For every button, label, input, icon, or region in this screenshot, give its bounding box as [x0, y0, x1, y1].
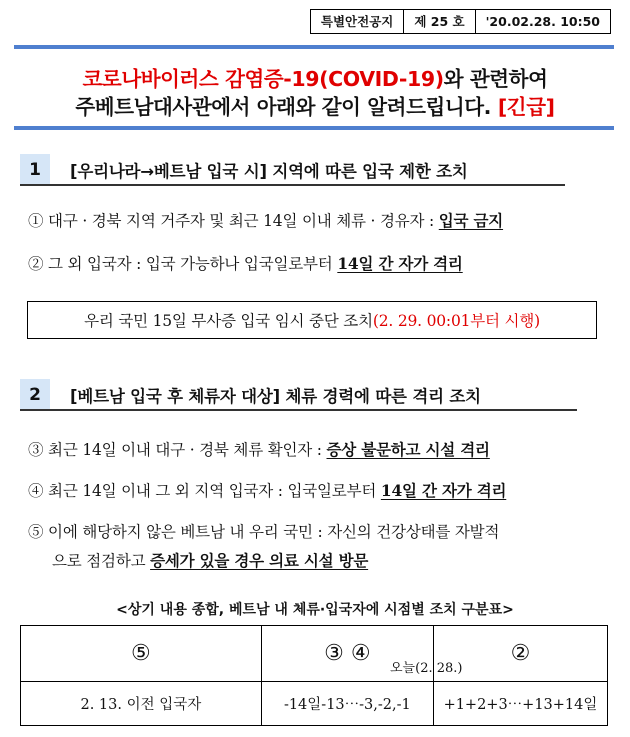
item-text: 이에 해당하지 않은 베트남 내 우리 국민 : 자신의 건강상태를 자발적: [48, 523, 500, 541]
item-emphasis: 14일 간 자가 격리: [337, 254, 463, 273]
section-2-title: [베트남 입국 후 체류자 대상] 체류 경력에 따른 격리 조치: [70, 387, 481, 406]
item-text: 대구 · 경북 지역 거주자 및 최근 14일 이내 체류 · 경유자 :: [48, 212, 439, 230]
header-cell-2: ②: [433, 626, 607, 682]
item-emphasis: 증세가 있을 경우 의료 시설 방문: [150, 551, 369, 570]
top-rule: [14, 45, 614, 49]
notice-type: 특별안전공지: [310, 9, 404, 34]
item-5-continued: [52, 549, 368, 571]
item-marker: ①: [28, 212, 44, 230]
section-2-underline: [20, 409, 577, 411]
today-marker: 오늘(2. 28.): [390, 661, 463, 676]
measures-table: [20, 625, 608, 726]
item-3: [28, 438, 490, 460]
title-line-2: [0, 90, 630, 120]
item-1: [28, 209, 503, 231]
section-2-header: [20, 379, 481, 411]
item-marker: ⑤: [28, 523, 44, 541]
notice-text: 우리 국민 15일 무사증 입국 임시 중단 조치: [84, 312, 373, 330]
item-emphasis: 입국 금지: [438, 211, 504, 230]
issue-number: 제 25 호: [404, 9, 475, 34]
item-2: [28, 252, 463, 274]
header-cell-3-4: ③ ④: [261, 626, 433, 682]
title-line1-suffix: 와 관련하여: [443, 67, 548, 91]
notice-header: [310, 9, 611, 34]
item-text: 그 외 입국자 : 입국 가능하나 입국일로부터: [48, 255, 338, 273]
section-1-number: 1: [20, 154, 50, 186]
table-row-before-days: -14일-13⋯-3,-2,-1: [261, 682, 433, 726]
section-2-number: 2: [20, 379, 50, 411]
table-caption: <상기 내용 종합, 베트남 내 체류·입국자에 시점별 조치 구분표>: [116, 602, 514, 618]
notice-effective-date: (2. 29. 00:01부터 시행): [372, 312, 540, 330]
item-marker: ④: [28, 482, 44, 500]
item-emphasis: 14일 간 자가 격리: [380, 481, 507, 500]
item-4: [28, 479, 506, 501]
bottom-rule: [14, 126, 614, 130]
item-marker: ②: [28, 255, 44, 273]
section-1-header: [20, 154, 468, 186]
item-text: 최근 14일 이내 그 외 지역 입국자 : 입국일로부터: [48, 482, 381, 500]
section-1-title: [우리나라→베트남 입국 시] 지역에 따른 입국 제한 조치: [70, 162, 468, 181]
visa-suspension-notice: [27, 301, 597, 339]
item-text-cont: 으로 점검하고: [52, 552, 151, 570]
item-emphasis: 증상 불문하고 시설 격리: [326, 440, 490, 459]
issue-datetime: '20.02.28. 10:50: [476, 9, 611, 34]
item-text: 최근 14일 이내 대구 · 경북 체류 확인자 :: [48, 441, 327, 459]
table-row-label: 2. 13. 이전 입국자: [21, 682, 262, 726]
title-line2-text: 주베트남대사관에서 아래와 같이 알려드립니다.: [75, 95, 492, 119]
title-covid: 코로나바이러스 감염증-19(COVID-19): [82, 67, 444, 91]
section-1-underline: [20, 184, 565, 186]
item-marker: ③: [28, 441, 44, 459]
item-5: [28, 520, 499, 542]
title-line-1: [0, 62, 630, 92]
urgent-tag: [긴급]: [497, 95, 555, 119]
table-row-after-days: +1+2+3⋯+13+14일: [433, 682, 607, 726]
header-cell-5: ⑤: [21, 626, 262, 682]
